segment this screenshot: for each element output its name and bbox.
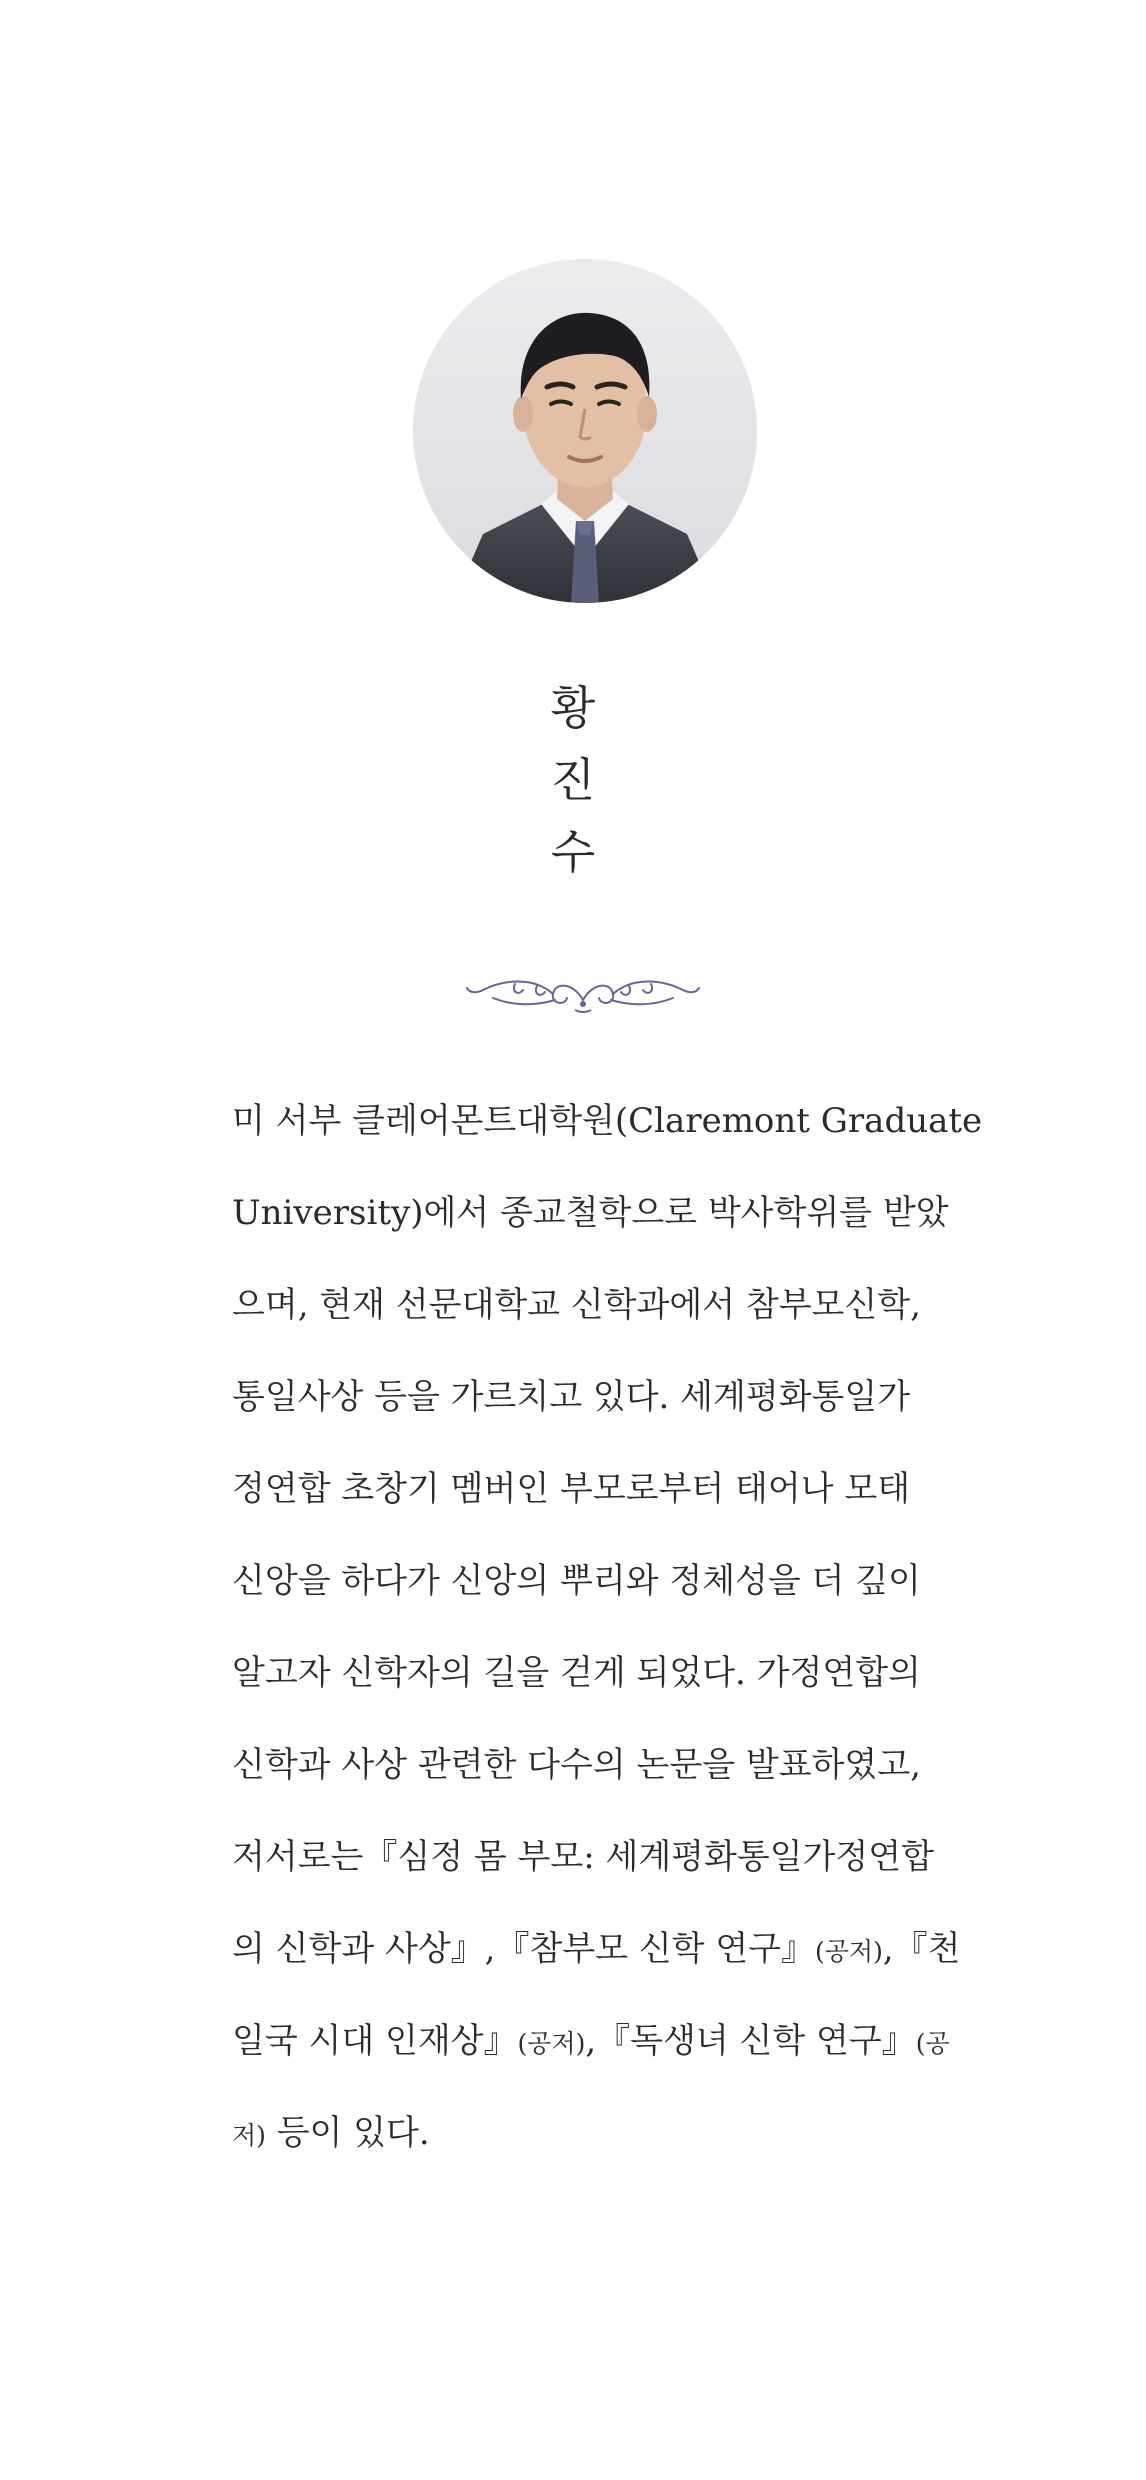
bio-line: [232, 2005, 950, 2097]
name-char: 수: [550, 825, 596, 879]
person-name: [0, 672, 1146, 888]
bio-line: [232, 1269, 942, 1361]
bio-segment: 통일사상 등을 가르치고 있다. 세계평화통일가: [232, 1377, 911, 1417]
portrait-illustration: [413, 259, 757, 603]
bio-line: [232, 1545, 942, 1637]
bio-segment: University)에서 종교철학으로 박사학위를 받았: [232, 1193, 949, 1233]
bio-line: [232, 1361, 942, 1453]
name-char: 진: [550, 753, 596, 807]
bio-segment: 신학과 사상 관련한 다수의 논문을 발표하였고,: [232, 1745, 921, 1785]
bio-line: [232, 2097, 942, 2189]
bio-segment: 저서로는『심정 몸 부모: 세계평화통일가정연합: [232, 1837, 934, 1877]
bio-segment: 미 서부 클레어몬트대학원(Claremont Graduate: [232, 1101, 983, 1141]
bio-line: [232, 1729, 942, 1821]
bio-line: [232, 1177, 949, 1269]
bio-segment: ,『독생녀 신학 연구』: [585, 2021, 916, 2061]
bio-segment: 알고자 신학자의 길을 걷게 되었다. 가정연합의: [232, 1653, 921, 1693]
name-char: 황: [550, 681, 596, 735]
bio-line: [232, 1913, 961, 2005]
bio-segment: 등이 있다.: [265, 2113, 430, 2153]
bio-line: [232, 1821, 942, 1913]
decorative-flourish-icon: [463, 970, 703, 1016]
bio-line: [232, 1637, 942, 1729]
bio-segment: 일국 시대 인재상』: [232, 2021, 518, 2061]
bio-segment: 신앙을 하다가 신앙의 뿌리와 정체성을 더 깊이: [232, 1561, 921, 1601]
bio-segment: ,『천: [882, 1929, 961, 1969]
biography-text: [232, 1085, 983, 2189]
bio-segment: 으며, 현재 선문대학교 신학과에서 참부모신학,: [232, 1285, 921, 1325]
bio-segment: 의 신학과 사상』,『참부모 신학 연구』: [232, 1929, 816, 1969]
bio-segment: 정연합 초창기 멤버인 부모로부터 태어나 모태: [232, 1469, 911, 1509]
bio-line: [232, 1085, 983, 1177]
bio-note: (공저): [815, 1937, 883, 1966]
portrait-photo: [413, 259, 757, 603]
bio-note: (공저): [517, 2029, 586, 2058]
bio-note: (공: [915, 2029, 950, 2058]
bio-line: [232, 1453, 942, 1545]
bio-note: 저): [232, 2121, 266, 2150]
